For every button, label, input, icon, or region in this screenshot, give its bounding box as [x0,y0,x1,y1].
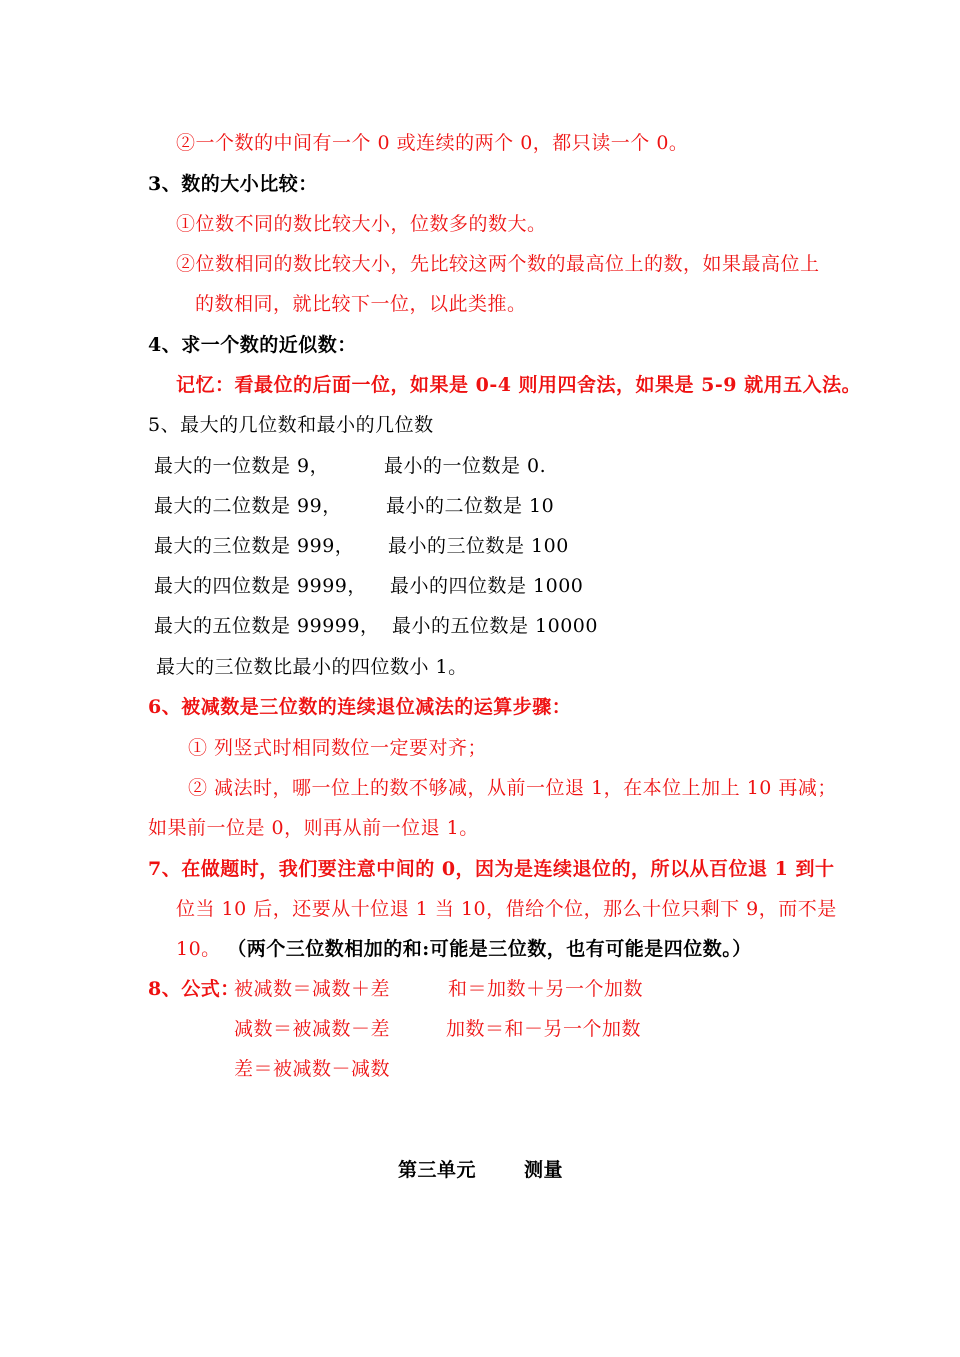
min-two-digit: 最小的二位数是 10 [386,495,555,517]
max-two-digit: 最大的二位数是 99， [154,495,342,517]
min-four-digit: 最小的四位数是 1000 [390,575,584,597]
section-7-line-2: 位当 10 后，还要从十位退 1 当 10，借给个位，那么十位只剩下 9，而不是 [176,898,837,920]
section-3-point-2-line-1: ②位数相同的数比较大小，先比较这两个数的最高位上的数，如果最高位上 [176,253,820,275]
formula-sum: 和＝加数＋另一个加数 [448,978,644,1000]
section-5-conclusion: 最大的三位数比最小的四位数小 1。 [156,656,468,678]
min-five-digit: 最小的五位数是 10000 [392,615,598,637]
section-7-note: （两个三位数相加的和:可能是三位数，也有可能是四位数。） [227,938,752,960]
section-6-title: 6、被减数是三位数的连续退位减法的运算步骤： [148,696,572,718]
section-6-step-2-line-2: 如果前一位是 0，则再从前一位退 1。 [148,817,479,839]
max-one-digit: 最大的一位数是 9， [154,455,330,477]
unit-title: 第三单元 [398,1159,477,1181]
formula-subtrahend: 减数＝被减数－差 [234,1018,391,1040]
rule-zero-reading: ②一个数的中间有一个 0 或连续的两个 0，都只读一个 0。 [176,132,689,154]
section-8-label: 8、公式： [148,978,240,1000]
min-one-digit: 最小的一位数是 0. [384,455,547,477]
section-7-line-1: 7、在做题时，我们要注意中间的 0，因为是连续退位的，所以从百位退 1 到十 [148,858,835,880]
section-3-point-1: ①位数不同的数比较大小，位数多的数大。 [176,213,547,235]
section-4-memo: 记忆：看最位的后面一位，如果是 0-4 则用四舍法，如果是 5-9 就用五入法。 [176,374,862,396]
section-3-point-2-line-2: 的数相同，就比较下一位，以此类推。 [195,293,527,315]
section-4-title: 4、求一个数的近似数： [148,334,357,356]
unit-name: 测量 [524,1159,564,1181]
formula-addend: 加数＝和－另一个加数 [446,1018,642,1040]
max-three-digit: 最大的三位数是 999， [154,535,355,557]
section-7-line-3 [176,937,752,961]
section-3-title: 3、数的大小比较： [148,173,318,195]
section-7-line-3-number: 10。 [176,938,221,960]
section-6-step-2-line-1: ② 减法时，哪一位上的数不够减，从前一位退 1，在本位上加上 10 再减； [188,777,837,799]
max-five-digit: 最大的五位数是 99999， [154,615,380,637]
max-four-digit: 最大的四位数是 9999， [154,575,367,597]
min-three-digit: 最小的三位数是 100 [388,535,569,557]
formula-difference: 差＝被减数－减数 [234,1058,391,1080]
formula-minuend: 被减数＝减数＋差 [234,978,391,1000]
section-6-step-1: ① 列竖式时相同数位一定要对齐； [188,737,488,759]
section-5-title: 5、最大的几位数和最小的几位数 [148,414,434,436]
